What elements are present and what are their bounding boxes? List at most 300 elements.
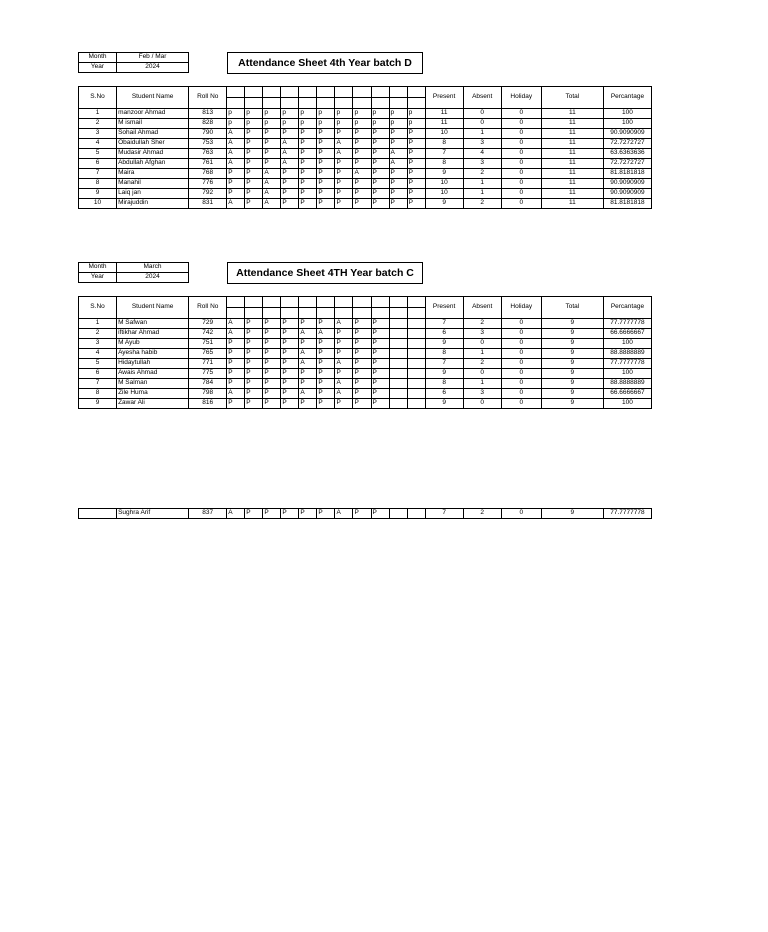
cell-absent: 1 (463, 379, 501, 389)
cell-day-mark[interactable]: P (299, 199, 317, 209)
cell-day-mark[interactable]: P (371, 399, 389, 409)
cell-day-mark[interactable]: P (263, 319, 281, 329)
cell-absent: 1 (463, 179, 501, 189)
cell-day-mark[interactable]: P (335, 339, 353, 349)
cell-total: 11 (541, 169, 603, 179)
cell-day-mark[interactable]: P (245, 319, 263, 329)
cell-day-mark[interactable]: p (245, 109, 263, 119)
cell-day-mark[interactable]: A (335, 389, 353, 399)
cell-day-mark[interactable]: P (263, 389, 281, 399)
cell-day-mark[interactable]: P (353, 339, 371, 349)
cell-day-mark[interactable]: p (317, 119, 335, 129)
cell-day-mark[interactable]: p (407, 109, 425, 119)
cell-day-mark[interactable]: P (281, 189, 299, 199)
header-percentage: Percantage (603, 87, 651, 109)
cell-day-mark[interactable]: A (227, 139, 245, 149)
cell-holiday: 0 (501, 389, 541, 399)
cell-day-mark[interactable]: P (317, 199, 335, 209)
cell-day-mark[interactable]: A (299, 349, 317, 359)
table-row (79, 399, 652, 409)
cell-day-mark[interactable]: P (299, 139, 317, 149)
table-row (79, 129, 652, 139)
header-present: Present (425, 297, 463, 319)
cell-day-mark[interactable]: P (263, 159, 281, 169)
cell-day-mark[interactable]: P (317, 129, 335, 139)
cell-day-mark[interactable]: P (245, 339, 263, 349)
cell-day-mark[interactable]: A (299, 389, 317, 399)
cell-day-mark[interactable] (407, 359, 425, 369)
cell-day-mark[interactable]: P (353, 179, 371, 189)
cell-day-mark[interactable] (389, 369, 407, 379)
cell-day-mark[interactable]: P (263, 149, 281, 159)
cell-day-mark[interactable]: A (389, 159, 407, 169)
cell-total: 11 (541, 109, 603, 119)
cell-roll-no: 790 (189, 129, 227, 139)
cell-day-mark[interactable]: P (371, 129, 389, 139)
month-value[interactable]: Feb / Mar (117, 53, 189, 63)
cell-roll-no: 729 (189, 319, 227, 329)
cell-day-mark[interactable]: P (353, 389, 371, 399)
cell-day-mark[interactable]: P (371, 389, 389, 399)
cell-day-mark[interactable]: P (317, 379, 335, 389)
table-row (79, 359, 652, 369)
cell-percentage: 66.6666667 (603, 389, 651, 399)
cell-day-mark[interactable]: P (317, 349, 335, 359)
cell-day-mark[interactable] (389, 509, 407, 519)
cell-day-mark[interactable]: A (353, 169, 371, 179)
cell-day-mark[interactable] (389, 349, 407, 359)
cell-sno: 5 (79, 359, 117, 369)
cell-day-mark[interactable]: P (299, 399, 317, 409)
cell-day-mark[interactable]: P (299, 149, 317, 159)
cell-holiday: 0 (501, 189, 541, 199)
cell-day-mark[interactable]: P (353, 199, 371, 209)
cell-day-mark[interactable] (407, 329, 425, 339)
cell-day-mark[interactable]: A (263, 189, 281, 199)
cell-day-mark[interactable]: P (335, 329, 353, 339)
cell-present: 6 (425, 329, 463, 339)
cell-total: 11 (541, 199, 603, 209)
cell-student-name: Obaidullah Sher (117, 139, 189, 149)
cell-day-mark[interactable]: P (245, 189, 263, 199)
cell-day-mark[interactable]: P (407, 149, 425, 159)
cell-day-mark[interactable]: p (299, 109, 317, 119)
cell-day-mark[interactable]: P (371, 359, 389, 369)
cell-day-mark[interactable]: P (245, 149, 263, 159)
cell-day-mark[interactable]: p (263, 119, 281, 129)
cell-day-mark[interactable]: P (407, 139, 425, 149)
cell-day-mark[interactable]: A (335, 319, 353, 329)
cell-day-mark[interactable]: A (227, 149, 245, 159)
cell-day-mark[interactable]: P (281, 379, 299, 389)
cell-day-mark[interactable]: P (335, 199, 353, 209)
cell-day-mark[interactable]: P (371, 189, 389, 199)
header-day-cell (353, 297, 371, 308)
cell-day-mark[interactable]: P (389, 179, 407, 189)
cell-day-mark[interactable]: P (281, 129, 299, 139)
cell-day-mark[interactable]: P (263, 129, 281, 139)
cell-total: 11 (541, 149, 603, 159)
cell-day-mark[interactable]: P (281, 319, 299, 329)
cell-day-mark[interactable]: P (371, 379, 389, 389)
cell-day-mark[interactable]: P (299, 189, 317, 199)
header-absent: Absent (463, 87, 501, 109)
cell-day-mark[interactable]: A (299, 359, 317, 369)
cell-day-mark[interactable]: P (263, 139, 281, 149)
header-day-cell (263, 98, 281, 109)
cell-percentage: 100 (603, 339, 651, 349)
table-row (79, 199, 652, 209)
cell-day-mark[interactable]: A (227, 129, 245, 139)
cell-present: 8 (425, 349, 463, 359)
cell-day-mark[interactable] (407, 349, 425, 359)
cell-day-mark[interactable]: p (281, 109, 299, 119)
cell-day-mark[interactable] (407, 379, 425, 389)
header-day-cell (227, 297, 245, 308)
cell-day-mark[interactable]: A (263, 169, 281, 179)
cell-day-mark[interactable]: A (227, 319, 245, 329)
table-row (79, 109, 652, 119)
cell-day-mark[interactable]: P (245, 379, 263, 389)
header-day-cell (245, 87, 263, 98)
cell-percentage: 100 (603, 369, 651, 379)
cell-day-mark[interactable]: P (317, 169, 335, 179)
cell-day-mark[interactable]: P (335, 129, 353, 139)
cell-day-mark[interactable]: P (227, 369, 245, 379)
cell-day-mark[interactable]: P (317, 359, 335, 369)
cell-day-mark[interactable]: P (317, 319, 335, 329)
cell-day-mark[interactable]: P (353, 149, 371, 159)
cell-day-mark[interactable]: A (227, 389, 245, 399)
cell-absent: 2 (463, 359, 501, 369)
cell-day-mark[interactable]: A (335, 139, 353, 149)
cell-day-mark[interactable]: P (245, 199, 263, 209)
cell-day-mark[interactable]: P (299, 379, 317, 389)
header-day-cell (245, 297, 263, 308)
cell-day-mark[interactable]: P (263, 369, 281, 379)
cell-day-mark[interactable]: A (389, 149, 407, 159)
cell-day-mark[interactable]: P (335, 369, 353, 379)
cell-day-mark[interactable]: P (353, 329, 371, 339)
cell-day-mark[interactable]: P (245, 129, 263, 139)
cell-day-mark[interactable]: P (263, 339, 281, 349)
cell-day-mark[interactable]: P (407, 159, 425, 169)
header-day-cell (263, 308, 281, 319)
header-day-cell (389, 297, 407, 308)
cell-day-mark[interactable]: P (227, 339, 245, 349)
cell-day-mark[interactable]: P (407, 129, 425, 139)
header-roll-no: Roll No (189, 87, 227, 109)
cell-day-mark[interactable] (407, 319, 425, 329)
cell-day-mark[interactable]: P (371, 179, 389, 189)
cell-student-name: M ismail (117, 119, 189, 129)
cell-day-mark[interactable]: P (263, 399, 281, 409)
cell-total: 9 (541, 399, 603, 409)
cell-day-mark[interactable]: P (335, 189, 353, 199)
cell-day-mark[interactable]: P (335, 159, 353, 169)
cell-day-mark[interactable]: P (389, 199, 407, 209)
cell-day-mark[interactable]: P (317, 509, 335, 519)
cell-day-mark[interactable]: p (353, 119, 371, 129)
cell-day-mark[interactable]: A (335, 379, 353, 389)
header-holiday: Holiday (501, 297, 541, 319)
cell-day-mark[interactable]: P (335, 399, 353, 409)
cell-day-mark[interactable] (407, 509, 425, 519)
cell-day-mark[interactable]: P (371, 339, 389, 349)
header-roll-no: Roll No (189, 297, 227, 319)
cell-day-mark[interactable]: P (281, 339, 299, 349)
cell-day-mark[interactable]: P (335, 179, 353, 189)
cell-day-mark[interactable]: P (353, 369, 371, 379)
cell-absent: 2 (463, 169, 501, 179)
cell-day-mark[interactable]: A (263, 199, 281, 209)
cell-day-mark[interactable]: P (353, 139, 371, 149)
cell-day-mark[interactable]: P (281, 329, 299, 339)
cell-day-mark[interactable] (389, 329, 407, 339)
cell-day-mark[interactable]: P (317, 369, 335, 379)
cell-day-mark[interactable]: P (389, 189, 407, 199)
attendance-table-1 (78, 86, 652, 209)
cell-day-mark[interactable]: P (407, 179, 425, 189)
cell-present: 6 (425, 389, 463, 399)
header-day-cell (353, 308, 371, 319)
cell-day-mark[interactable]: P (281, 359, 299, 369)
cell-day-mark[interactable]: p (407, 119, 425, 129)
cell-day-mark[interactable]: P (281, 509, 299, 519)
cell-day-mark[interactable]: p (263, 109, 281, 119)
cell-day-mark[interactable]: P (245, 139, 263, 149)
cell-day-mark[interactable]: P (245, 509, 263, 519)
cell-day-mark[interactable]: P (299, 169, 317, 179)
cell-day-mark[interactable] (389, 389, 407, 399)
cell-day-mark[interactable]: P (263, 329, 281, 339)
cell-day-mark[interactable]: p (335, 109, 353, 119)
cell-day-mark[interactable]: P (245, 179, 263, 189)
cell-day-mark[interactable]: A (227, 199, 245, 209)
cell-sno: 4 (79, 349, 117, 359)
cell-day-mark[interactable]: p (227, 119, 245, 129)
cell-day-mark[interactable]: P (299, 319, 317, 329)
cell-day-mark[interactable]: P (227, 359, 245, 369)
cell-day-mark[interactable]: P (353, 509, 371, 519)
cell-day-mark[interactable]: A (335, 509, 353, 519)
table-row (79, 159, 652, 169)
cell-day-mark[interactable] (407, 389, 425, 399)
cell-day-mark[interactable]: P (281, 389, 299, 399)
cell-roll-no: 771 (189, 359, 227, 369)
cell-day-mark[interactable]: P (371, 159, 389, 169)
cell-day-mark[interactable]: A (263, 179, 281, 189)
cell-day-mark[interactable]: P (371, 509, 389, 519)
cell-day-mark[interactable]: p (245, 119, 263, 129)
cell-percentage: 88.8888889 (603, 379, 651, 389)
cell-day-mark[interactable]: P (263, 349, 281, 359)
cell-day-mark[interactable]: P (227, 399, 245, 409)
cell-day-mark[interactable]: A (317, 329, 335, 339)
cell-day-mark[interactable]: A (227, 509, 245, 519)
header-day-cell (407, 308, 425, 319)
cell-day-mark[interactable]: P (281, 169, 299, 179)
cell-day-mark[interactable]: P (245, 369, 263, 379)
cell-day-mark[interactable]: p (281, 119, 299, 129)
cell-day-mark[interactable]: p (227, 109, 245, 119)
cell-day-mark[interactable]: P (371, 139, 389, 149)
cell-day-mark[interactable]: P (227, 169, 245, 179)
cell-day-mark[interactable]: P (371, 349, 389, 359)
cell-day-mark[interactable]: P (245, 349, 263, 359)
cell-day-mark[interactable]: P (371, 319, 389, 329)
cell-day-mark[interactable]: P (317, 399, 335, 409)
cell-absent: 0 (463, 109, 501, 119)
cell-day-mark[interactable]: P (371, 369, 389, 379)
cell-sno: 7 (79, 169, 117, 179)
cell-present: 7 (425, 509, 463, 519)
month-label: Month (79, 263, 117, 273)
year-value[interactable]: 2024 (117, 273, 189, 283)
cell-day-mark[interactable]: P (245, 329, 263, 339)
cell-day-mark[interactable]: P (353, 349, 371, 359)
cell-student-name: Awais Ahmad (117, 369, 189, 379)
cell-day-mark[interactable]: P (317, 389, 335, 399)
cell-day-mark[interactable]: A (335, 149, 353, 159)
cell-day-mark[interactable]: P (317, 179, 335, 189)
cell-day-mark[interactable]: A (335, 359, 353, 369)
cell-day-mark[interactable]: P (317, 339, 335, 349)
cell-day-mark[interactable]: P (281, 349, 299, 359)
cell-day-mark[interactable]: P (245, 359, 263, 369)
cell-day-mark[interactable]: P (299, 339, 317, 349)
cell-day-mark[interactable]: A (281, 149, 299, 159)
cell-day-mark[interactable]: P (353, 379, 371, 389)
cell-absent: 1 (463, 349, 501, 359)
cell-day-mark[interactable]: A (227, 159, 245, 169)
cell-absent: 0 (463, 119, 501, 129)
cell-day-mark[interactable] (407, 399, 425, 409)
cell-day-mark[interactable]: p (317, 109, 335, 119)
cell-absent: 0 (463, 339, 501, 349)
cell-day-mark[interactable]: P (227, 379, 245, 389)
cell-day-mark[interactable]: P (299, 509, 317, 519)
cell-day-mark[interactable]: p (389, 119, 407, 129)
cell-day-mark[interactable]: P (317, 149, 335, 159)
cell-day-mark[interactable]: P (299, 129, 317, 139)
cell-day-mark[interactable]: P (389, 139, 407, 149)
cell-day-mark[interactable]: P (281, 179, 299, 189)
cell-day-mark[interactable]: P (227, 179, 245, 189)
cell-day-mark[interactable]: P (281, 399, 299, 409)
cell-absent: 2 (463, 509, 501, 519)
cell-day-mark[interactable]: P (389, 169, 407, 179)
cell-day-mark[interactable]: P (371, 329, 389, 339)
cell-day-mark[interactable]: P (299, 159, 317, 169)
cell-day-mark[interactable]: P (263, 359, 281, 369)
cell-present: 9 (425, 369, 463, 379)
cell-day-mark[interactable]: P (227, 189, 245, 199)
cell-day-mark[interactable]: p (299, 119, 317, 129)
cell-absent: 0 (463, 369, 501, 379)
cell-day-mark[interactable]: P (245, 169, 263, 179)
cell-day-mark[interactable]: P (227, 349, 245, 359)
cell-day-mark[interactable]: P (371, 169, 389, 179)
cell-day-mark[interactable]: P (407, 169, 425, 179)
cell-day-mark[interactable]: P (335, 349, 353, 359)
cell-day-mark[interactable]: P (407, 189, 425, 199)
cell-day-mark[interactable]: A (227, 329, 245, 339)
table-row (79, 319, 652, 329)
month-year-table-1 (78, 52, 189, 73)
cell-day-mark[interactable]: A (281, 139, 299, 149)
cell-day-mark[interactable]: P (281, 369, 299, 379)
cell-sno: 7 (79, 379, 117, 389)
cell-total: 11 (541, 119, 603, 129)
cell-day-mark[interactable]: P (353, 129, 371, 139)
cell-holiday: 0 (501, 169, 541, 179)
cell-day-mark[interactable]: P (371, 199, 389, 209)
cell-day-mark[interactable]: P (299, 369, 317, 379)
cell-day-mark[interactable]: p (371, 119, 389, 129)
cell-day-mark[interactable]: P (263, 379, 281, 389)
cell-day-mark[interactable]: A (281, 159, 299, 169)
cell-holiday: 0 (501, 149, 541, 159)
cell-present: 9 (425, 339, 463, 349)
header-day-cell (245, 98, 263, 109)
cell-total: 11 (541, 139, 603, 149)
cell-day-mark[interactable] (389, 319, 407, 329)
cell-roll-no: 828 (189, 119, 227, 129)
cell-day-mark[interactable]: P (245, 399, 263, 409)
cell-day-mark[interactable] (407, 339, 425, 349)
year-value[interactable]: 2024 (117, 63, 189, 73)
cell-day-mark[interactable] (389, 339, 407, 349)
cell-day-mark[interactable] (389, 399, 407, 409)
cell-day-mark[interactable]: P (263, 509, 281, 519)
cell-day-mark[interactable]: P (353, 399, 371, 409)
cell-day-mark[interactable]: P (245, 389, 263, 399)
cell-day-mark[interactable]: P (353, 359, 371, 369)
cell-sno: 9 (79, 189, 117, 199)
header-present: Present (425, 87, 463, 109)
month-value[interactable]: March (117, 263, 189, 273)
cell-day-mark[interactable]: p (335, 119, 353, 129)
cell-day-mark[interactable]: p (353, 109, 371, 119)
cell-day-mark[interactable] (389, 359, 407, 369)
header-day-cell (353, 98, 371, 109)
cell-sno: 4 (79, 139, 117, 149)
cell-day-mark[interactable]: P (299, 179, 317, 189)
cell-day-mark[interactable]: p (371, 109, 389, 119)
header-day-cell (299, 308, 317, 319)
cell-day-mark[interactable]: p (389, 109, 407, 119)
cell-day-mark[interactable]: P (317, 139, 335, 149)
cell-day-mark[interactable]: P (281, 199, 299, 209)
cell-day-mark[interactable]: P (317, 189, 335, 199)
cell-holiday: 0 (501, 359, 541, 369)
cell-day-mark[interactable] (407, 369, 425, 379)
cell-day-mark[interactable]: P (353, 159, 371, 169)
cell-day-mark[interactable]: P (353, 319, 371, 329)
table-row (79, 169, 652, 179)
cell-day-mark[interactable]: P (407, 199, 425, 209)
cell-day-mark[interactable]: P (245, 159, 263, 169)
cell-day-mark[interactable] (389, 379, 407, 389)
cell-day-mark[interactable]: P (371, 149, 389, 159)
cell-present: 8 (425, 139, 463, 149)
cell-day-mark[interactable]: P (335, 169, 353, 179)
cell-day-mark[interactable]: P (353, 189, 371, 199)
cell-day-mark[interactable]: A (299, 329, 317, 339)
cell-day-mark[interactable]: P (389, 129, 407, 139)
cell-day-mark[interactable]: P (317, 159, 335, 169)
